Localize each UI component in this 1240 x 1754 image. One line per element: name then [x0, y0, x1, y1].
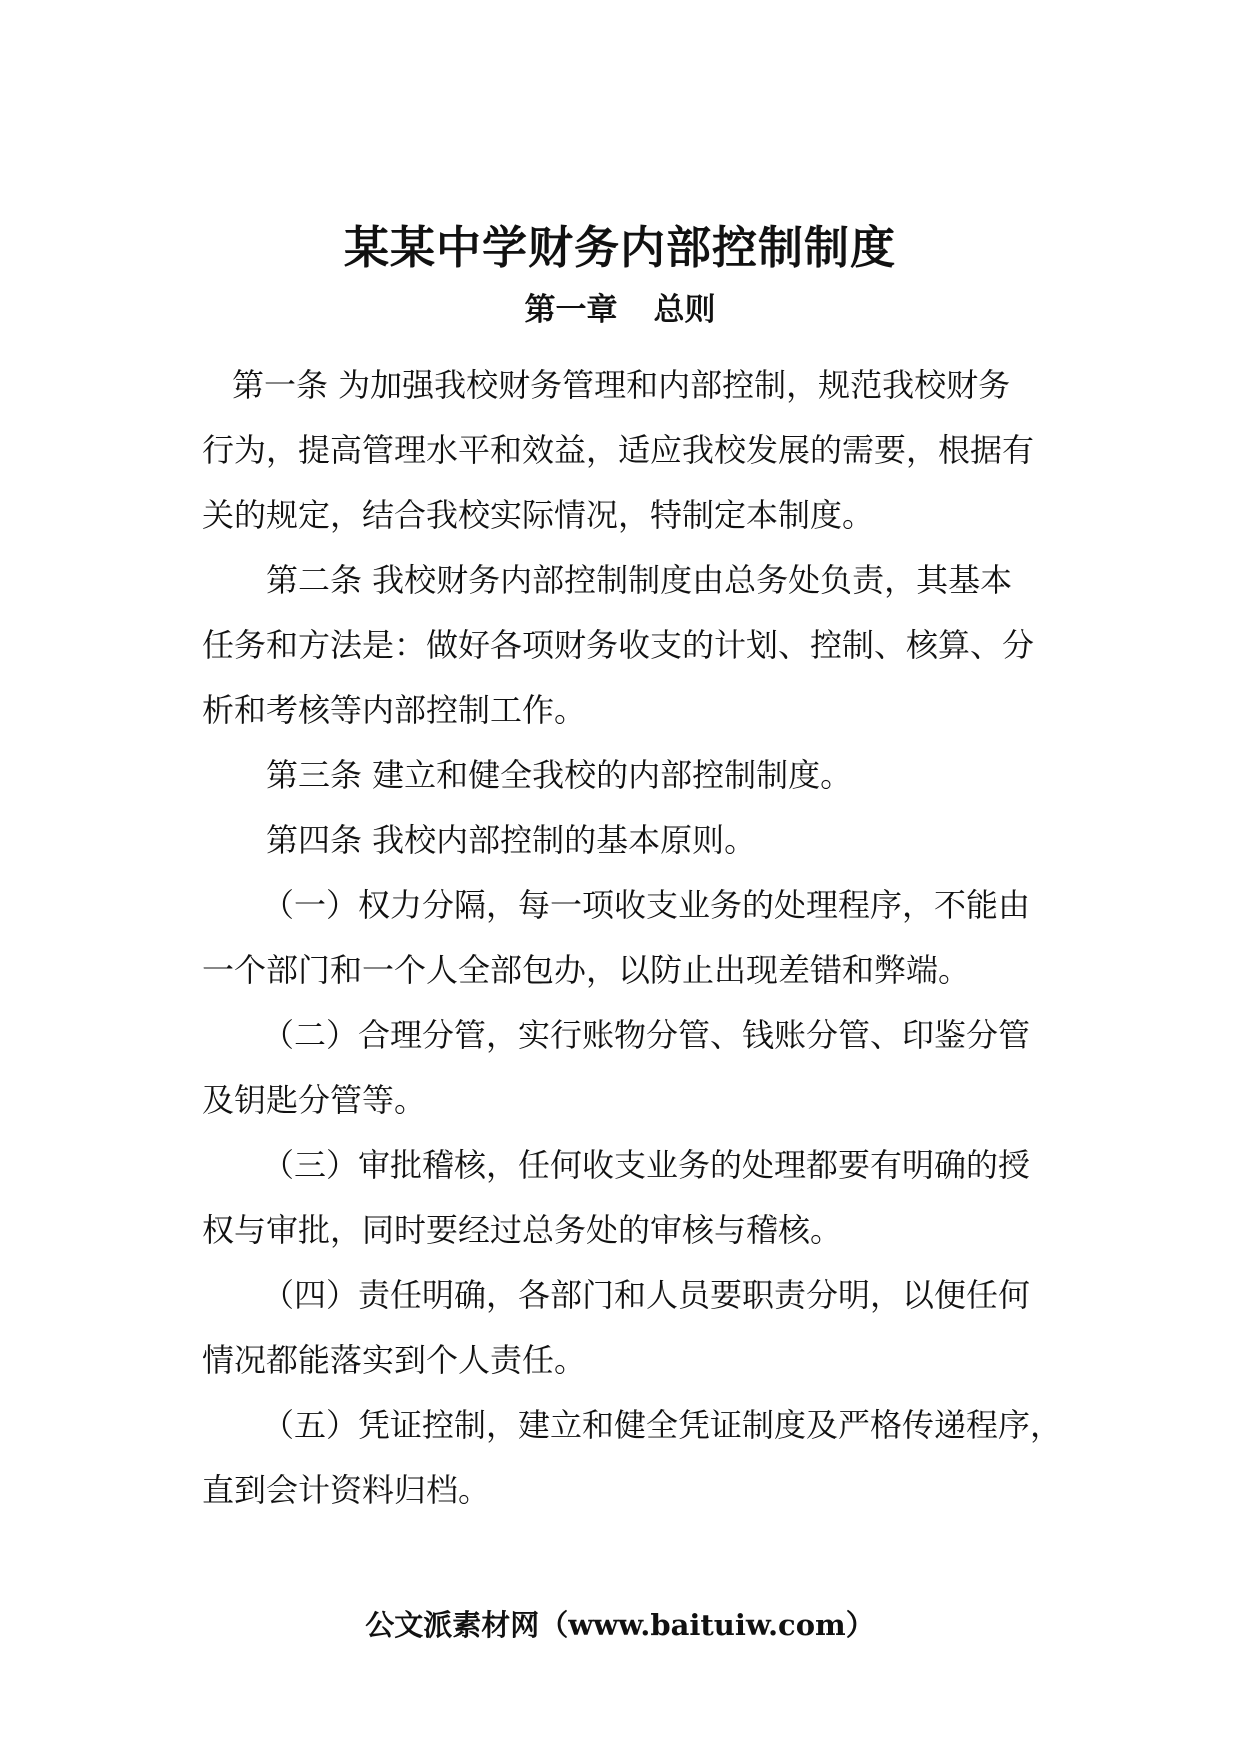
- principle-5-line-2: 直到会计资料归档。: [202, 1471, 491, 1509]
- principle-1-line-1: （一）权力分隔，每一项收支业务的处理程序，不能由: [262, 886, 1031, 924]
- principle-5-line-1: （五）凭证控制，建立和健全凭证制度及严格传递程序，: [262, 1406, 1063, 1444]
- article-3-line-1: 第三条 建立和健全我校的内部控制制度。: [266, 756, 853, 794]
- principle-4-line-1: （四）责任明确，各部门和人员要职责分明，以便任何: [262, 1276, 1031, 1314]
- article-4-line-1: 第四条 我校内部控制的基本原则。: [266, 821, 757, 859]
- article-2-line-2: 任务和方法是：做好各项财务收支的计划、控制、核算、分: [202, 626, 1035, 664]
- article-1-line-2: 行为，提高管理水平和效益，适应我校发展的需要，根据有: [202, 431, 1035, 469]
- principle-2-line-1: （二）合理分管，实行账物分管、钱账分管、印鉴分管: [262, 1016, 1031, 1054]
- article-2-line-3: 析和考核等内部控制工作。: [202, 691, 587, 729]
- chapter-number: 第一章: [524, 292, 618, 328]
- principle-1-line-2: 一个部门和一个人全部包办，以防止出现差错和弊端。: [202, 951, 971, 989]
- principle-2-line-2: 及钥匙分管等。: [202, 1081, 427, 1119]
- document-title: 某某中学财务内部控制制度: [343, 221, 896, 274]
- article-1-line-3: 关的规定，结合我校实际情况，特制定本制度。: [202, 496, 875, 534]
- chapter-name: 总则: [653, 292, 716, 328]
- article-1-line-1: 第一条 为加强我校财务管理和内部控制，规范我校财务: [232, 366, 1011, 404]
- principle-3-line-2: 权与审批，同时要经过总务处的审核与稽核。: [202, 1211, 843, 1249]
- article-2-line-1: 第二条 我校财务内部控制制度由总务处负责，其基本: [266, 561, 1013, 599]
- source-watermark-footer: 公文派素材网（www.baituiw.com）: [365, 1608, 875, 1642]
- chapter-heading: [0, 288, 1240, 332]
- document-body: [202, 353, 1082, 1523]
- principle-3-line-1: （三）审批稽核，任何收支业务的处理都要有明确的授: [262, 1146, 1031, 1184]
- principle-4-line-2: 情况都能落实到个人责任。: [202, 1341, 587, 1379]
